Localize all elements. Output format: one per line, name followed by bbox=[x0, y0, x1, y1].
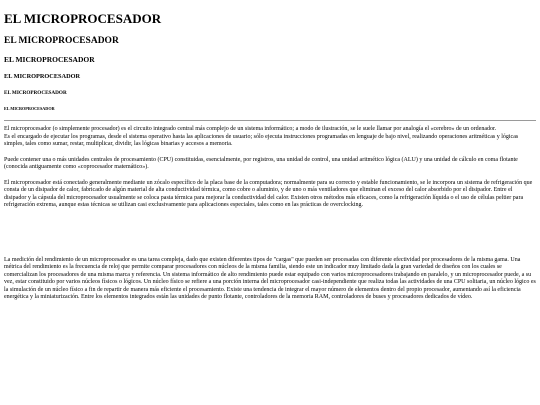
paragraph-definition: El microprocesador (o simplemente procesador) es el circuito integrado central más complejo de un sistema informático; a modo de ilustración, se le suele llamar por analogía el «cerebro» de un ordenador. bbox=[4, 126, 497, 132]
heading-level-2: EL MICROPROCESADOR bbox=[4, 36, 119, 46]
paragraph-performance: La medición del rendimiento de un microprocesador es una tarea compleja, dado que existen diferentes tipos de "cargas" que pueden ser procesadas con diferente efectividad por procesadores de la misma gama. Una métrica del rendimiento es la frecuencia de reloj que permite comparar procesadores con núcleos de la misma familia, siendo este un indicador muy limitado dada la gran variedad de diseños con los cuales se comercializan los procesadores de una misma marca y referencia. Un sistema informático de alto rendimiento puede estar equipado con varios microprocesadores trabajando en paralelo, y un microprocesador puede, a su vez, estar constituido por varios núcleos físicos o lógicos. Un núcleo físico se refiere a una porción interna del microprocesador casi-independiente que realiza todas las actividades de una CPU solitaria, un núcleo lógico es la simulación de un núcleo físico a fin de repartir de manera más eficiente el procesamiento. Existe una tendencia de integrar el mayor número de elementos dentro del propio procesador, aumentando así la eficiencia energética y la miniaturización. Entre los elementos integrados están las unidades de punto flotante, controladores de la memoria RAM, controladores de buses y procesadores dedicados de vídeo. bbox=[4, 256, 536, 300]
horizontal-divider bbox=[4, 120, 536, 121]
paragraph-function: Es el encargado de ejecutar los programas, desde el sistema operativo hasta las aplicaciones de usuario; sólo ejecuta instrucciones programadas en lenguaje de bajo nivel, realizando operaciones aritméticas y lógicas simples, tales como sumar, restar, multiplicar, dividir, las lógicas binarias y accesos a memoria. bbox=[4, 133, 519, 147]
heading-level-4: EL MICROPROCESADOR bbox=[4, 73, 81, 80]
heading-level-1: EL MICROPROCESADOR bbox=[4, 11, 162, 26]
heading-level-6: EL MICROPROCESADOR bbox=[4, 106, 55, 111]
paragraph-components: Puede contener una o más unidades centrales de procesamiento (CPU) constituidas, esencialmente, por registros, una unidad de control, una unidad aritmético lógica (ALU) y una unidad de cálculo en coma flotante (conocida antiguamente como «coprocesador matemático»). bbox=[4, 156, 518, 170]
paragraph-cooling: El microprocesador está conectado generalmente mediante un zócalo específico de la placa base de la computadora; normalmente para su correcto y estable funcionamiento, se le incorpora un sistema de refrigeración que consta de un disipador de calor, fabricado de algún material de alta conductividad térmica, como cobre o aluminio, y de uno o más ventiladores que eliminan el exceso del calor absorbido por el disipador. Entre el disipador y la cápsula del microprocesador usualmente se coloca pasta térmica para mejorar la conductividad del calor. Existen otros métodos más eficaces, como la refrigeración líquida o el uso de células peltier para refrigeración extrema, aunque estas técnicas se utilizan casi exclusivamente para aplicaciones especiales, tales como en las prácticas de overclocking. bbox=[4, 179, 533, 208]
heading-level-5: EL MICROPROCESADOR bbox=[4, 90, 67, 96]
heading-level-3: EL MICROPROCESADOR bbox=[4, 55, 95, 64]
